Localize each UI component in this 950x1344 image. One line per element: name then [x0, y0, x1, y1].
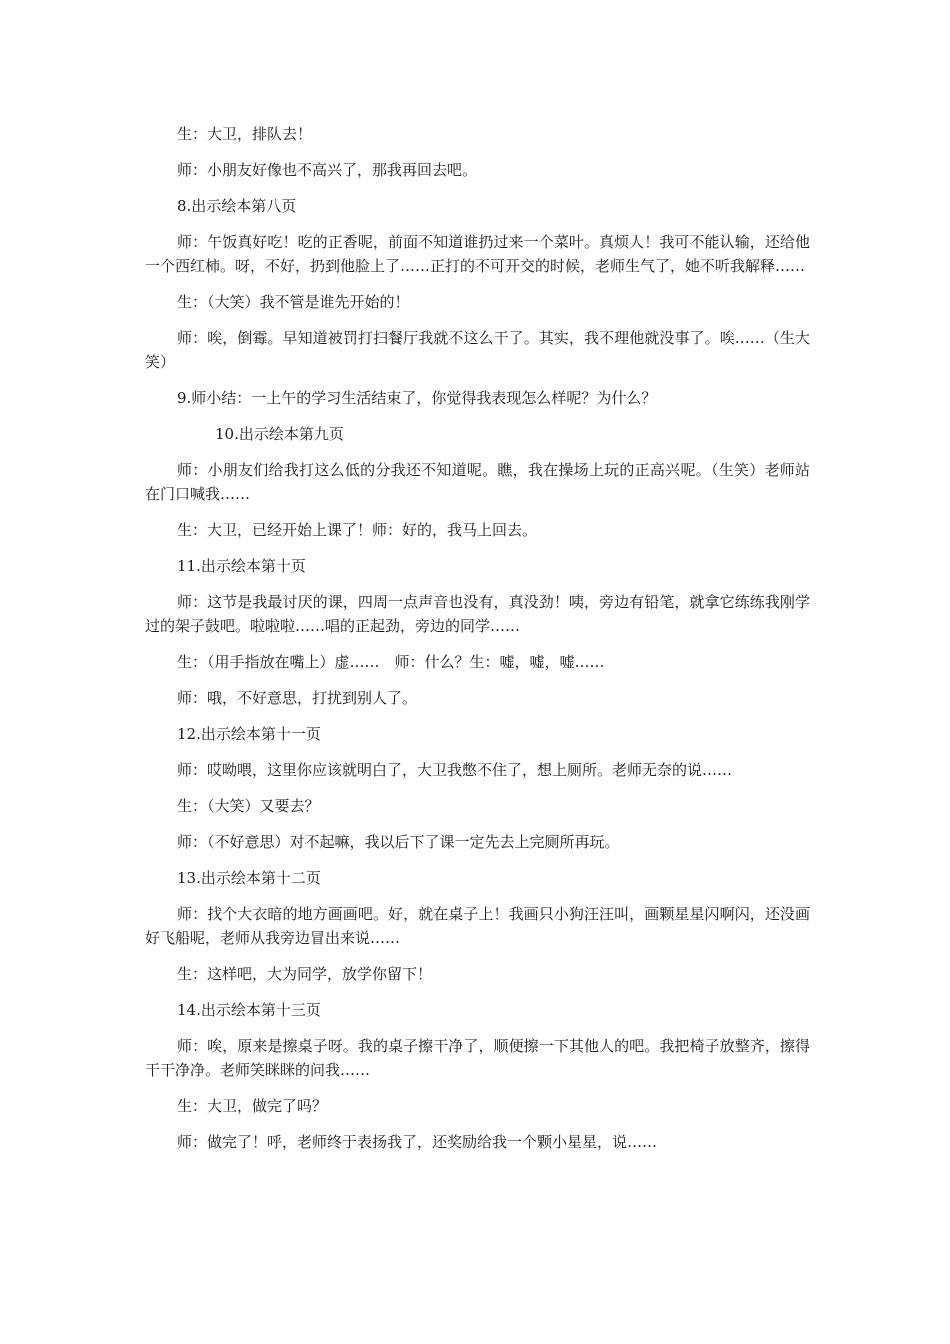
- paragraph-dialog: 生：这样吧，大为同学，放学你留下！: [177, 965, 433, 983]
- paragraph-dialog: 生：（用手指放在嘴上）虚…… 师：什么？生：嘘，嘘，嘘……: [177, 653, 605, 671]
- paragraph-step: 10.出示绘本第九页: [215, 425, 344, 443]
- paragraph-dialog: 师：小朋友好像也不高兴了，那我再回去吧。: [177, 161, 478, 179]
- paragraph-dialog: 生：（大笑）我不管是谁先开始的！: [177, 293, 410, 311]
- paragraph-dialog: 师：唉，原来是擦桌子呀。我的桌子擦干净了，顺便擦一下其他人的吧。我把椅子放整齐，擦得干干净净。老师笑眯眯的问我……: [145, 1037, 810, 1079]
- paragraph-dialog: 生：大卫，排队去！: [177, 125, 313, 143]
- paragraph-dialog: 师：（不好意思）对不起嘛，我以后下了课一定先去上完厕所再玩。: [177, 833, 620, 851]
- paragraph-step: 14.出示绘本第十三页: [177, 1001, 321, 1019]
- paragraph-dialog: 生：（大笑）又要去？: [177, 797, 320, 815]
- paragraph-step: 9.师小结：一上午的学习生活结束了，你觉得我表现怎么样呢？为什么？: [177, 389, 657, 407]
- paragraph-step: 12.出示绘本第十一页: [177, 725, 321, 743]
- paragraph-dialog: 师：哦，不好意思，打扰到别人了。: [177, 689, 418, 707]
- paragraph-dialog: 师：这节是我最讨厌的课，四周一点声音也没有，真没劲！咦，旁边有铅笔，就拿它练练我刚学过的架子鼓吧。啦啦啦……唱的正起劲，旁边的同学……: [145, 593, 810, 635]
- paragraph-dialog: 师：找个大衣暗的地方画画吧。好，就在桌子上！我画只小狗汪汪叫，画颗星星闪啊闪，还没画好飞船呢，老师从我旁边冒出来说……: [145, 905, 810, 947]
- paragraph-dialog: 生：大卫，已经开始上课了！师：好的，我马上回去。: [177, 521, 538, 539]
- paragraph-dialog: 师：唉，倒霉。早知道被罚打扫餐厅我就不这么干了。其实，我不理他就没事了。唉……（生大笑）: [145, 329, 810, 371]
- paragraph-step: 11.出示绘本第十页: [177, 557, 306, 575]
- paragraph-dialog: 师：哎呦喂，这里你应该就明白了，大卫我憋不住了，想上厕所。老师无奈的说……: [177, 761, 733, 779]
- paragraph-dialog: 师：小朋友们给我打这么低的分我还不知道呢。瞧，我在操场上玩的正高兴呢。（生笑）老师站在门口喊我……: [145, 461, 810, 503]
- paragraph-dialog: 师：做完了！呼，老师终于表扬我了，还奖励给我一个颗小星星，说……: [177, 1133, 658, 1151]
- paragraph-step: 8.出示绘本第八页: [177, 197, 297, 215]
- paragraph-dialog: 生：大卫，做完了吗？: [177, 1097, 328, 1115]
- paragraph-step: 13.出示绘本第十二页: [177, 869, 321, 887]
- document-body: [145, 122, 810, 1166]
- paragraph-dialog: 师：午饭真好吃！吃的正香呢，前面不知道谁扔过来一个菜叶。真烦人！我可不能认输，还给他一个西红柿。呀，不好，扔到他脸上了……正打的不可开交的时候，老师生气了，她不听我解释……: [145, 233, 810, 275]
